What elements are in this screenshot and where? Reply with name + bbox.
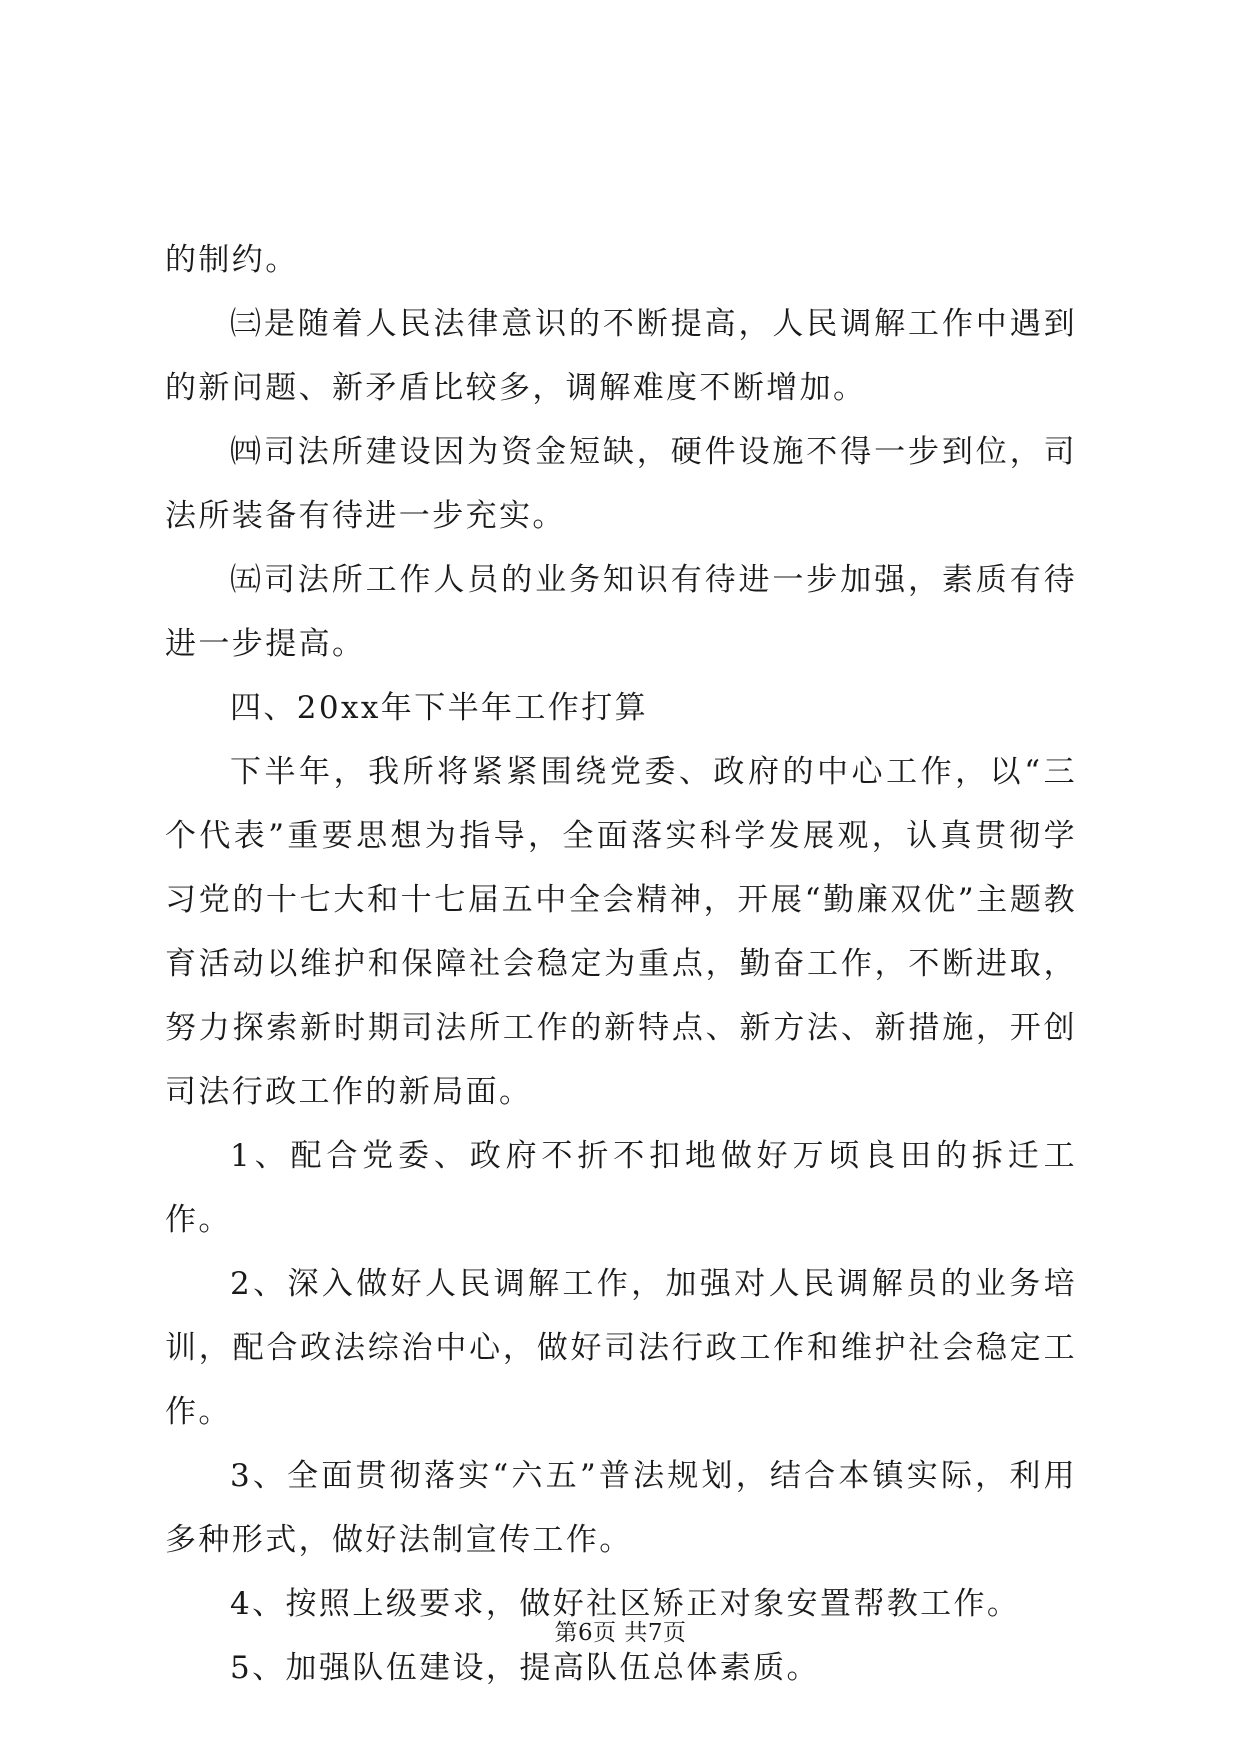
- list-item-5: 5、加强队伍建设，提高队伍总体素质。: [230, 1650, 820, 1686]
- page-number-footer: 第6页 共7页: [554, 1620, 687, 1646]
- list-item-2: 2、深入做好人民调解工作，加强对人民调解员的业务培训，配合政法综治中心，做好司法行政工作和维护社会稳定工作。: [165, 1266, 1077, 1430]
- list-item-1: 1、配合党委、政府不折不扣地做好万顷良田的拆迁工作。: [165, 1138, 1077, 1238]
- paragraph-plan-intro: 下半年，我所将紧紧围绕党委、政府的中心工作，以“三个代表”重要思想为指导，全面落实科学发展观，认真贯彻学习党的十七大和十七届五中全会精神，开展“勤廉双优”主题教育活动以维护和保障社会稳定为重点，勤奋工作，不断进取，努力探索新时期司法所工作的新特点、新方法、新措施，开创司法行政工作的新局面。: [165, 754, 1077, 1110]
- paragraph-continuation: 的制约。: [165, 242, 299, 278]
- section-heading: 四、20xx年下半年工作打算: [230, 690, 649, 726]
- paragraph-item-4: ㈣司法所建设因为资金短缺，硬件设施不得一步到位，司法所装备有待进一步充实。: [165, 434, 1077, 534]
- list-item-4: 4、按照上级要求，做好社区矫正对象安置帮教工作。: [230, 1586, 1021, 1622]
- list-item-3: 3、全面贯彻落实“六五”普法规划，结合本镇实际，利用多种形式，做好法制宣传工作。: [165, 1458, 1077, 1558]
- paragraph-item-5: ㈤司法所工作人员的业务知识有待进一步加强，素质有待进一步提高。: [165, 562, 1077, 662]
- document-body: [165, 228, 1077, 1700]
- paragraph-item-3: ㈢是随着人民法律意识的不断提高，人民调解工作中遇到的新问题、新矛盾比较多，调解难度不断增加。: [165, 306, 1077, 406]
